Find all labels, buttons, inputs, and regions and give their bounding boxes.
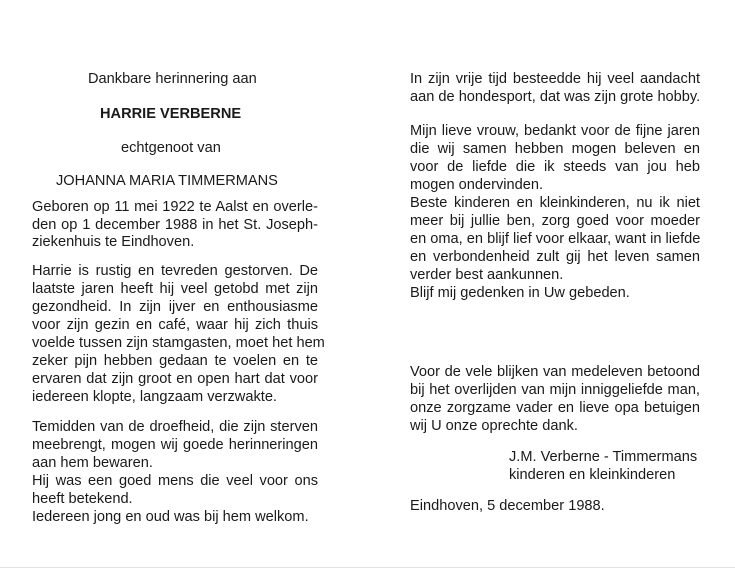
paragraph-line: voor de liefde die ik steeds van jou heb [410, 159, 700, 175]
spouse-intro: echtgenoot van [121, 140, 221, 156]
paragraph-line: en oma, en blijf lief voor elkaar, want in liefde [410, 231, 701, 247]
paragraph-line: Harrie is rustig en tevreden gestorven. De [32, 263, 318, 279]
paragraph-line: en verbondenheid zult gij het leven samen [410, 249, 700, 265]
place-date: Eindhoven, 5 december 1988. [410, 498, 605, 514]
paragraph-line: die wij samen hebben mogen beleven en [410, 141, 700, 157]
paragraph-line: iedereen klopte, langzaam verzwakte. [32, 389, 277, 405]
paragraph-line: verder best aankunnen. [410, 267, 564, 283]
paragraph-line: ervaren dat zijn groot en open hart dat voor [32, 371, 318, 387]
paragraph-line: Hij was een goed mens die veel voor ons [32, 473, 318, 489]
paragraph-line: den op 1 december 1988 in het St. Joseph- [32, 217, 318, 233]
paragraph-line: Mijn lieve vrouw, bedankt voor de fijne jaren [410, 123, 700, 139]
paragraph-line: Beste kinderen en kleinkinderen, nu ik niet [410, 195, 700, 211]
paragraph-line: voelde tussen zijn stamgasten, moet het hem [32, 335, 325, 351]
bottom-edge-line [0, 567, 735, 568]
paragraph-line: In zijn vrije tijd besteedde hij veel aandacht [410, 71, 700, 87]
deceased-name: HARRIE VERBERNE [100, 106, 242, 122]
signature-line: J.M. Verberne - Timmermans [509, 449, 698, 465]
paragraph-line: gezondheid. In zijn ijver en enthousiasme [32, 299, 318, 315]
paragraph-line: Temidden van de droefheid, die zijn sterven [32, 419, 318, 435]
paragraph-line: aan de hondesport, dat was zijn grote hobby. [410, 89, 701, 105]
paragraph-line: wij U onze oprechte dank. [410, 418, 578, 434]
paragraph-line: mogen ondervinden. [410, 177, 544, 193]
paragraph-line: laatste jaren heeft hij veel getobd met zijn [32, 281, 318, 297]
paragraph-line: onze zorgzame vader en lieve opa betuigen [410, 400, 700, 416]
paragraph-line: bij het overlijden van mijn inniggeliefde man, [410, 382, 700, 398]
paragraph-line: zeker pijn hebben gedaan te voelen en te [32, 353, 318, 369]
paragraph-line: Blijf mij gedenken in Uw gebeden. [410, 285, 630, 301]
paragraph-line: heeft betekend. [32, 491, 133, 507]
paragraph-line: voor zijn gezin en café, waar hij zich thuis [32, 317, 318, 333]
paragraph-line: Iedereen jong en oud was bij hem welkom. [32, 509, 309, 525]
paragraph-line: ziekenhuis te Eindhoven. [32, 234, 195, 250]
paragraph-line: aan hem bewaren. [32, 455, 153, 471]
intro-text: Dankbare herinnering aan [88, 71, 257, 87]
paragraph-line: Voor de vele blijken van medeleven betoond [410, 364, 700, 380]
paragraph-line: Geboren op 11 mei 1922 te Aalst en overle- [32, 199, 318, 215]
signature-line: kinderen en kleinkinderen [509, 467, 676, 483]
spouse-name: JOHANNA MARIA TIMMERMANS [56, 173, 278, 189]
paragraph-line: meebrengt, mogen wij goede herinneringen [32, 437, 318, 453]
paragraph-line: meer bij jullie ben, zorg goed voor moeder [410, 213, 700, 229]
